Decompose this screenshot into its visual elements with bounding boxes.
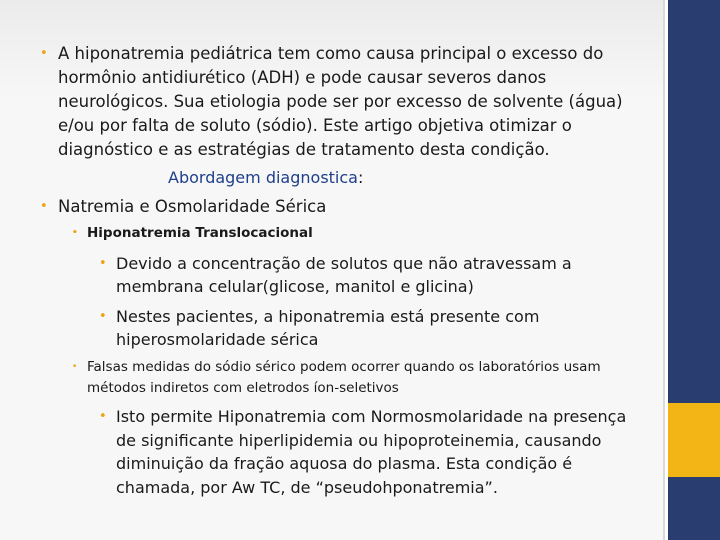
bullet-dot-icon: • xyxy=(99,409,107,424)
third-level-item xyxy=(99,305,636,351)
bullet-dot-icon: • xyxy=(72,362,78,372)
third-level-item xyxy=(99,405,651,499)
sub-bullet-falsas-medidas xyxy=(72,357,647,399)
bullet-dot-icon: • xyxy=(40,199,48,214)
heading-text: Abordagem diagnostica xyxy=(168,168,358,187)
bullet-item-intro xyxy=(40,42,648,162)
bullet-dot-icon: • xyxy=(99,309,107,324)
third-level-item xyxy=(99,252,636,298)
sub-bullet-text: Falsas medidas do sódio sérico podem ocorrer quando os laboratórios usam métodos indiretos com eletrodos íon-seletivos xyxy=(87,359,601,396)
sub-bullet-translocacional xyxy=(72,224,567,242)
sub-bullet-text: Hiponatremia Translocacional xyxy=(87,225,313,241)
bullet-dot-icon: • xyxy=(99,256,107,271)
third-level-text: Devido a concentração de solutos que não atravessam a membrana celular(glicose, manitol e glicina) xyxy=(116,254,572,296)
bullet-item-natremia xyxy=(40,196,618,218)
bullet-dot-icon: • xyxy=(72,228,78,238)
side-bar-navy-bottom xyxy=(668,477,720,540)
bullet-dot-icon: • xyxy=(40,46,48,61)
third-level-text: Nestes pacientes, a hiponatremia está presente com hiperosmolaridade sérica xyxy=(116,307,540,349)
heading-colon: : xyxy=(357,168,364,187)
bullet-text: Natremia e Osmolaridade Sérica xyxy=(58,197,327,216)
third-level-text: Isto permite Hiponatremia com Normosmolaridade na presença de significante hiperlipidemia ou hipoproteinemia, causando diminuição da fração aquosa do plasma. Esta condição é chamada, por Aw TC, de “pseudohponatremia”. xyxy=(116,407,627,497)
side-bar-navy-top xyxy=(668,0,720,403)
bullet-text: A hiponatremia pediátrica tem como causa principal o excesso do hormônio antidiurético (ADH) e pode causar severos danos neurológicos. Sua etiologia pode ser por excesso de solvente (água) e/ou por falta de soluto (sódio). Este artigo objetiva otimizar o diagnóstico e as estratégias de tratamento desta condição. xyxy=(58,44,623,159)
side-bar-gold xyxy=(668,403,720,477)
section-heading xyxy=(168,167,363,189)
